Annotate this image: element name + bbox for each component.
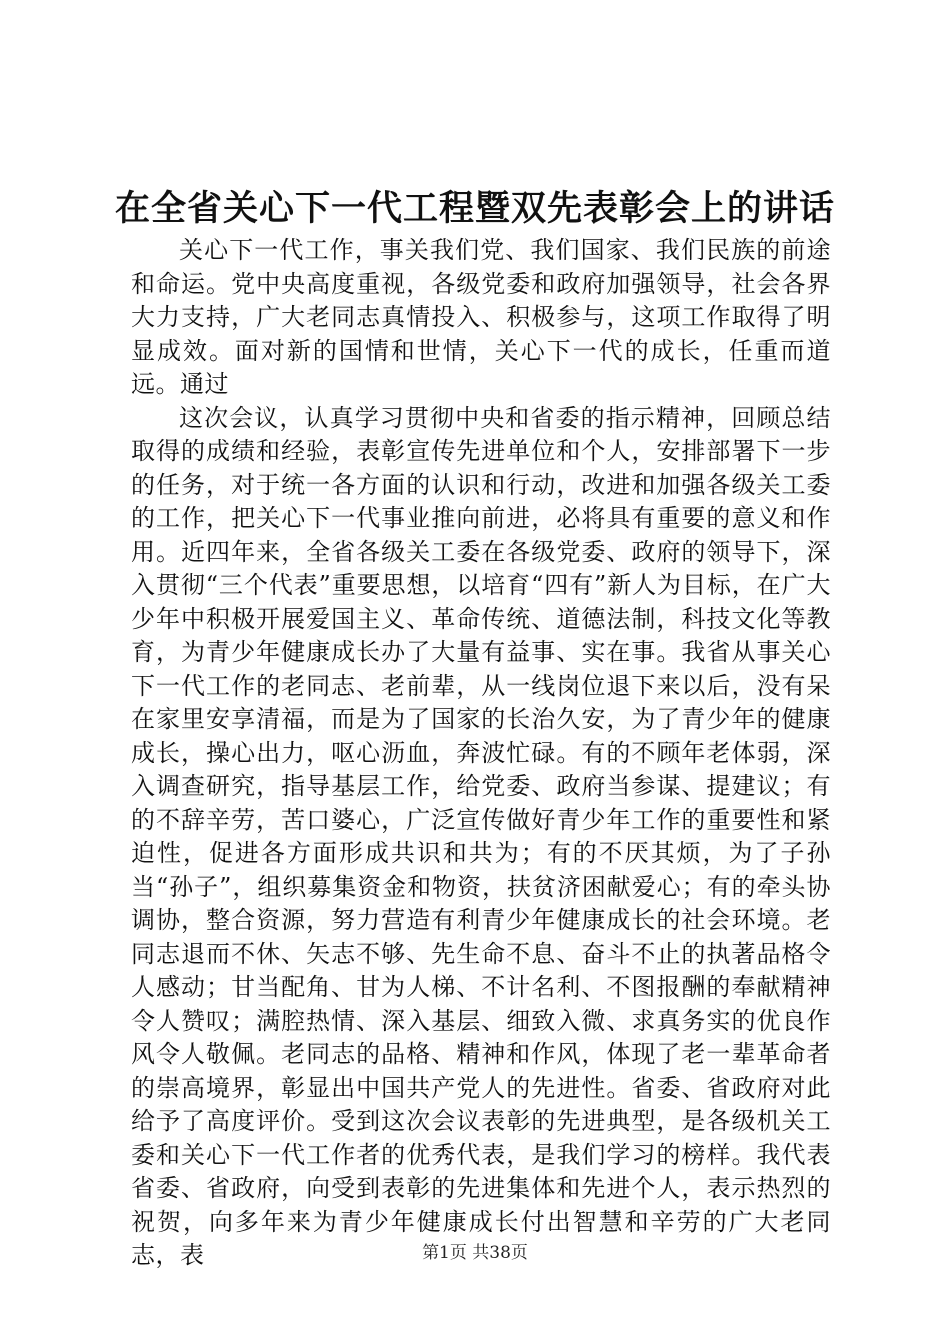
paragraph-2: 这次会议，认真学习贯彻中央和省委的指示精神，回顾总结取得的成绩和经验，表彰宣传先进单位和个人，安排部署下一步的任务，对于统一各方面的认识和行动，改进和加强各级关工委的工作，把关心下一代事业推向前进，必将具有重要的意义和作用。近四年来，全省各级关工委在各级党委、政府的领导下，深入贯彻“三个代表”重要思想，以培育“四有”新人为目标，在广大少年中积极开展爱国主义、革命传统、道德法制，科技文化等教育，为青少年健康成长办了大量有益事、实在事。我省从事关心下一代工作的老同志、老前辈，从一线岗位退下来以后，没有呆在家里安享清福，而是为了国家的长治久安，为了青少年的健康成长，操心出力，呕心沥血，奔波忙碌。有的不顾年老体弱，深入调查研究，指导基层工作，给党委、政府当参谋、提建议；有的不辞辛劳，苦口婆心，广泛宣传做好青少年工作的重要性和紧迫性，促进各方面形成共识和共为；有的不厌其烦，为了子孙当“孙子”，组织募集资金和物资，扶贫济困献爱心；有的牵头协调协，整合资源，努力营造有利青少年健康成长的社会环境。老同志退而不休、矢志不够、先生命不息、奋斗不止的执著品格令人感动；甘当配角、甘为人梯、不计名利、不图报酬的奉献精神令人赞叹；满腔热情、深入基层、细致入微、求真务实的优良作风令人敬佩。老同志的品格、精神和作风，体现了老一辈革命者的崇高境界，彰显出中国共产党人的先进性。省委、省政府对此给予了高度评价。受到这次会议表彰的先进典型，是各级机关工委和关心下一代工作者的优秀代表，是我们学习的榜样。我代表省委、省政府，向受到表彰的先进集体和先进个人，表示热烈的祝贺，向多年来为青少年健康成长付出智慧和辛劳的广大老同志，表 [131,403,831,1269]
document-title: 在全省关心下一代工程暨双先表彰会上的讲话 [114,189,835,229]
paragraph-1: 关心下一代工作，事关我们党、我们国家、我们民族的前途和命运。党中央高度重视，各级党委和政府加强领导，社会各界大力支持，广大老同志真情投入、积极参与，这项工作取得了明显成效。面对新的国情和世情，关心下一代的成长，任重而道远。通过 [131,236,831,398]
page-number-footer: 第1页 共38页 [422,1243,528,1263]
document-body [131,234,831,1273]
